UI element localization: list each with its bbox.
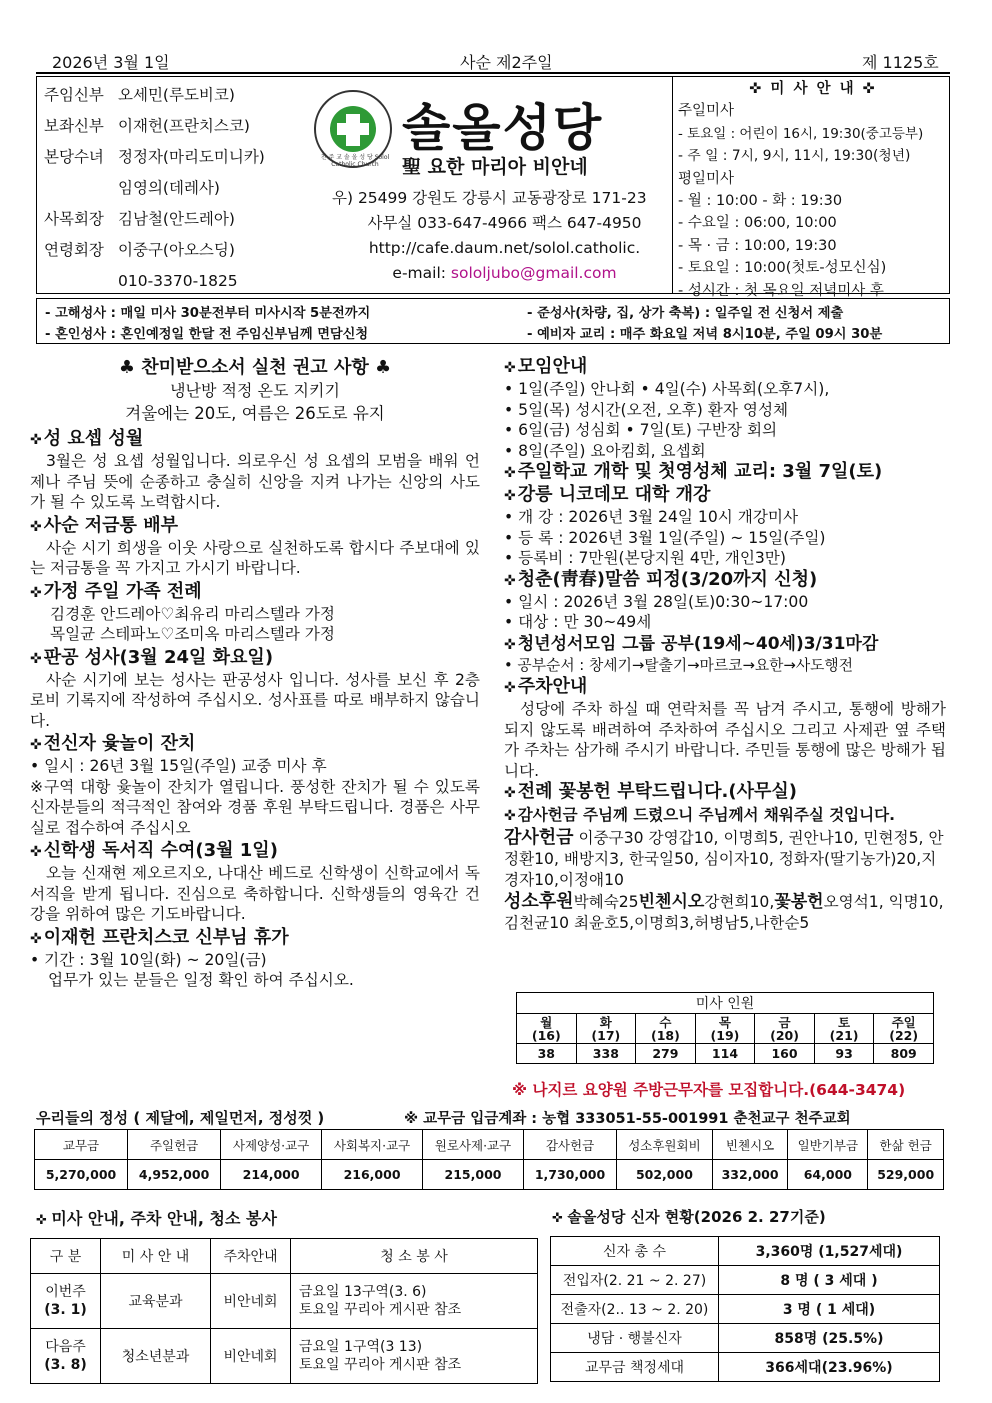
service-table bbox=[30, 1238, 538, 1384]
church-address: 우) 25499 강원도 강릉시 교동광장로 171-23 bbox=[332, 189, 647, 207]
mass-schedule-title: ✜ 미 사 안 내 ✜ bbox=[749, 81, 877, 97]
recruitment-notice: ※ 나지르 요양원 주방근무자를 모집합니다.(644-3474) bbox=[512, 1081, 906, 1099]
retreat-line: • 대상 : 만 30~49세 bbox=[504, 613, 652, 631]
bible-study-line: • 공부순서 : 창세기→탈출기→마르코→요한→사도행전 bbox=[504, 656, 853, 674]
retreat-line: • 일시 : 2026년 3월 28일(토)0:30~17:00 bbox=[504, 592, 809, 611]
mass-attendance-table bbox=[516, 992, 934, 1064]
donations-title: 우리들의 정성 ( 제달에, 제일먼저, 정성껏 ) bbox=[36, 1109, 325, 1127]
church-email[interactable]: e-mail: sololjubo@gmail.com bbox=[392, 264, 617, 282]
attendance-count-row: 38 338 279 114 160 93 809 bbox=[517, 1044, 934, 1064]
nicodemus-line: • 등 록 : 2026년 3월 1일(주일) ~ 15일(주일) bbox=[504, 528, 826, 547]
staff-row: 보좌신부 이재헌(프란치스코) bbox=[44, 117, 250, 135]
laudato-si-body: 겨울에는 20도, 여름은 26도로 유지 bbox=[125, 404, 385, 423]
section-body: 사순 시기에 보는 성사는 판공성사 입니다. 성사를 보신 후 2층 로비 기록지에 작성하여 주십시오. 성사표를 따로 배부하지 않습니다. bbox=[30, 670, 480, 730]
section-title: ✜ 이재헌 프란치스코 신부님 휴가 bbox=[30, 927, 480, 950]
section-title: ✜ 청춘(靑春)말씀 피정(3/20까지 신청) bbox=[504, 569, 946, 592]
section-body: 성당에 주차 하실 때 연락처를 꼭 남겨 주시고, 통행에 방해가 되지 않도록 배려하여 주차하여 주십시오 그리고 사제관 옆 주택가 주차는 삼가해 주시기 바랍니다. 주민들 통행에 많은 방해가 됩니다. bbox=[504, 700, 946, 780]
service-header-row: 구 분 미 사 안 내 주차안내 청 소 봉 사 bbox=[31, 1239, 538, 1274]
mass-schedule bbox=[678, 78, 948, 302]
mass-line: - 토요일 : 어린이 16시, 19:30(중고등부) bbox=[678, 125, 924, 142]
church-contact bbox=[332, 186, 677, 286]
notice-confession: - 고해성사 : 매일 미사 30분전부터 미사시작 5분전까지 bbox=[45, 306, 371, 321]
issue-date: 2026년 3월 1일 bbox=[52, 53, 170, 72]
attendance-days-row: 월 (16) 화 (17) 수 (18) 목 (19) 금 (20) 토 (21) 주일 (22) bbox=[517, 1014, 934, 1044]
church-name: 솔올성당 bbox=[402, 99, 604, 157]
section-body: 오늘 신재현 제오르지오, 나대산 베드로 신학생이 신학교에서 독서직을 받게 됩니다. 진심으로 축하합니다. 신학생들의 영육간 건강을 위하여 많은 기도바랍니다. bbox=[30, 864, 480, 923]
church-seal-icon: 천 주 교 솔 올 성 당 Solol Catholic Church bbox=[314, 90, 392, 168]
vacation-period: • 기간 : 3월 10일(화) ~ 20일(금) bbox=[30, 950, 267, 969]
donations-value-row: 5,270,000 4,952,000 214,000 216,000 215,000 1,730,000 502,000 332,000 64,000 529,000 bbox=[35, 1160, 944, 1190]
section-title: ✜ 사순 저금통 배부 bbox=[30, 515, 480, 538]
section-title: ✜ 가정 주일 가족 전례 bbox=[30, 581, 480, 604]
notice-blessing: - 준성사(차량, 집, 상가 축복) : 일주일 전 신청서 제출 bbox=[527, 306, 844, 321]
staff-row: 사목회장 김남철(안드레아) bbox=[44, 210, 235, 228]
mass-line: - 월 : 10:00 - 화 : 19:30 bbox=[678, 193, 843, 210]
section-title: ✜ 청년성서모임 그룹 공부(19세~40세)3/31마감 bbox=[504, 633, 946, 656]
church-masthead bbox=[310, 86, 680, 286]
right-column bbox=[504, 356, 946, 934]
mass-line: - 성시간 : 첫 목요일 저녁미사 후 bbox=[678, 282, 884, 299]
section-title: ✜ 감사헌금 주님께 드렸으니 주님께서 채워주실 것입니다. bbox=[504, 804, 946, 827]
nicodemus-line: • 등록비 : 7만원(본당지원 4만, 개인3만) bbox=[504, 549, 786, 567]
liturgical-season: 사순 제2주일 bbox=[460, 53, 553, 72]
church-phone: 사무실 033-647-4966 팩스 647-4950 bbox=[367, 214, 642, 232]
service-row: 다음주 (3. 8) 청소년분과 비안네회 금요일 1구역(3 13) 토요일 꾸리아 게시판 참조 bbox=[31, 1329, 538, 1384]
section-title: ✜ 신학생 독서직 수여(3월 1일) bbox=[30, 840, 480, 863]
section-title: ✜ 주일학교 개학 및 첫영성체 교리: 3월 7일(토) bbox=[504, 461, 946, 484]
staff-row: 임영의(데레사) bbox=[118, 179, 220, 197]
staff-row: 010-3370-1825 bbox=[118, 272, 238, 290]
issue-number: 제 1125호 bbox=[862, 53, 939, 72]
thanks-offering-list: 감사헌금 이중구30 강영갑10, 이명희5, 권안나10, 민현정5, 안정환10, 배방지3, 한국일50, 심이자10, 정화자(딸기농가)20,지경자10,이정애10 bbox=[504, 827, 944, 889]
laudato-si-subtitle: 냉난방 적정 온도 지키기 bbox=[170, 381, 340, 400]
members-row: 전출자(2.. 13 ~ 2. 20) 3 명 ( 1 세대) bbox=[551, 1295, 940, 1324]
mass-line: 평일미사 bbox=[678, 170, 735, 187]
mass-line: - 토요일 : 10:00(첫토-성모신심) bbox=[678, 260, 887, 277]
staff-row: 연령회장 이중구(아오스딩) bbox=[44, 241, 235, 259]
donations-table bbox=[34, 1129, 944, 1190]
section-title: ✜ 전례 꽃봉헌 부탁드립니다.(사무실) bbox=[504, 781, 946, 804]
mass-line: - 주 일 : 7시, 9시, 11시, 19:30(청년) bbox=[678, 148, 911, 165]
mass-line: - 목 · 금 : 10:00, 19:30 bbox=[678, 237, 837, 254]
members-row: 냉담 · 행불신자 858명 (25.5%) bbox=[551, 1324, 940, 1353]
notice-marriage: - 혼인성사 : 혼인예정일 한달 전 주임신부님께 면담신청 bbox=[45, 327, 369, 342]
event-date: • 일시 : 26년 3월 15일(주일) 교중 미사 후 bbox=[30, 757, 327, 775]
members-row: 전입자(2. 21 ~ 2. 27) 8 명 ( 3 세대 ) bbox=[551, 1266, 940, 1295]
vocation-support-list: 성소후원박혜숙25빈첸시오강현희10,꽃봉헌오영석1, 익명10,김천균10 최윤호5,이명희3,허병남5,나한순5 bbox=[504, 891, 944, 932]
section-title: ✜ 강릉 니코데모 대학 개강 bbox=[504, 484, 946, 507]
section-body: 3월은 성 요셉 성월입니다. 의로우신 성 요셉의 모범을 배워 언제나 주님 뜻에 순종하고 충실히 신앙을 지켜 나가는 신앙의 사도가 될 수 있도록 노력합시다. bbox=[30, 452, 480, 511]
church-website[interactable]: http://cafe.daum.net/solol.catholic. bbox=[368, 239, 641, 257]
section-body: ※구역 대항 윷놀이 잔치가 열립니다. 풍성한 잔치가 될 수 있도록 신자분들의 적극적인 참여와 경품 후원 부탁드립니다. 경품은 사무실로 접수하여 주십시오 bbox=[30, 777, 480, 837]
mass-line: 주일미사 bbox=[678, 103, 735, 120]
family-line: 김경훈 안드레아♡최유리 마리스텔라 가정 bbox=[50, 604, 335, 623]
section-title: ✜ 판공 성사(3월 24일 화요일) bbox=[30, 647, 480, 670]
nicodemus-line: • 개 강 : 2026년 3월 24일 10시 개강미사 bbox=[504, 508, 799, 526]
laudato-si-title: ♣ 찬미받으소서 실천 권고 사항 ♣ bbox=[118, 357, 392, 378]
section-body: 사순 시기 희생을 이웃 사랑으로 실천하도록 합시다 주보대에 있는 저금통을 꼭 가지고 가시기 바랍니다. bbox=[30, 538, 480, 577]
service-row: 이번주 (3. 1) 교육분과 비안네회 금요일 13구역(3. 6) 토요일 꾸리아 게시판 참조 bbox=[31, 1274, 538, 1329]
left-column bbox=[30, 356, 480, 991]
meeting-line: • 6일(금) 성심회 • 7일(토) 구반장 회의 bbox=[504, 421, 778, 439]
section-title: ✜ 성 요셉 성월 bbox=[30, 428, 480, 451]
staff-row: 주임신부 오세민(루도비코) bbox=[44, 86, 235, 104]
members-row: 신자 총 수 3,360명 (1,527세대) bbox=[551, 1237, 940, 1266]
staff-list bbox=[44, 80, 304, 297]
members-table bbox=[550, 1236, 940, 1382]
notice-catechumen: - 예비자 교리 : 매주 화요일 저녁 8시10분, 주일 09시 30분 bbox=[527, 327, 883, 342]
sacrament-notices bbox=[36, 298, 950, 344]
family-line: 목일균 스테파노♡조미옥 마리스텔라 가정 bbox=[50, 625, 335, 643]
members-row: 교무금 책정세대 366세대(23.96%) bbox=[551, 1353, 940, 1382]
meeting-line: • 5일(목) 성시간(오전, 오후) 환자 영성체 bbox=[504, 400, 789, 419]
service-title: ✜ 미사 안내, 주차 안내, 청소 봉사 bbox=[36, 1209, 277, 1228]
mass-line: - 수요일 : 06:00, 10:00 bbox=[678, 215, 837, 232]
section-title: ✜ 주차안내 bbox=[504, 676, 946, 699]
section-title: ✜ 전신자 윷놀이 잔치 bbox=[30, 733, 480, 756]
staff-row: 본당수녀 정정자(마리도미니카) bbox=[44, 148, 265, 166]
donation-account: ※ 교무금 입금계좌 : 농협 333051-55-001991 춘천교구 천주교회 bbox=[404, 1111, 851, 1127]
members-title: ✜ 솔올성당 신자 현황(2026 2. 27기준) bbox=[552, 1208, 826, 1226]
header-rule bbox=[36, 72, 950, 74]
vacation-note: 업무가 있는 분들은 일정 확인 하여 주십시오. bbox=[48, 971, 354, 989]
meeting-line: • 8일(주일) 요아킴회, 요셉회 bbox=[504, 441, 706, 460]
meeting-line: • 1일(주일) 안나회 • 4일(수) 사목회(오후7시), bbox=[504, 380, 830, 398]
donations-header-row: 교무금 주일헌금 사제양성·교구 사회복지·교구 원로사제·교구 감사헌금 성소후원회비 빈첸시오 일반기부금 한삶 헌금 bbox=[35, 1130, 944, 1160]
attendance-title: 미사 인원 bbox=[517, 993, 934, 1014]
section-title: ✜ 모임안내 bbox=[504, 356, 946, 379]
church-patron: 聖 요한 마리아 비안네 bbox=[402, 156, 588, 178]
